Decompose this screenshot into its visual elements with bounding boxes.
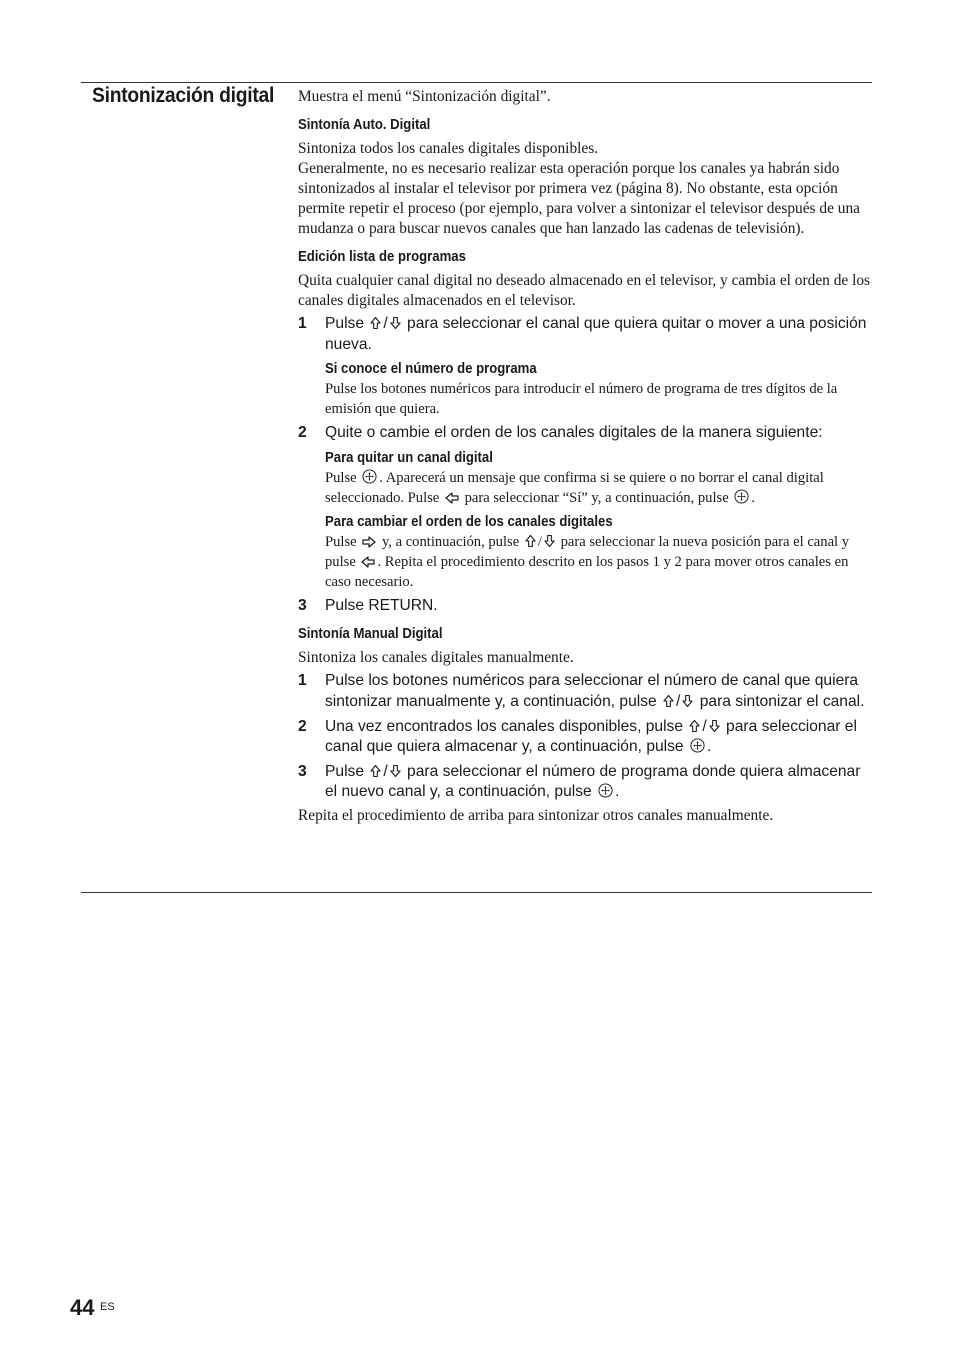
page-language: ES bbox=[100, 1301, 115, 1313]
manual-tuning-heading: Sintonía Manual Digital bbox=[298, 626, 443, 643]
arrow-down-outline-icon bbox=[390, 764, 401, 778]
manual-step-3: 3 Pulse / para seleccionar el número de programa donde quiera almacenar el nuevo canal y, a continuación, pulse . bbox=[298, 762, 861, 801]
arrow-left-outline-icon bbox=[361, 556, 375, 568]
arrow-up-outline-icon bbox=[370, 316, 381, 330]
section-intro: Muestra el menú “Sintonización digital”. bbox=[298, 88, 551, 105]
auto-tuning-line: Sintoniza todos los canales digitales disponibles. bbox=[298, 140, 599, 157]
top-rule bbox=[81, 82, 872, 83]
step-number: 1 bbox=[298, 315, 307, 332]
enter-circle-icon bbox=[362, 469, 377, 484]
manual-step-1: 1 Pulse los botones numéricos para seleccionar el número de canal que quiera sintonizar manualmente y, a continuación, pulse / para sintonizar el canal. bbox=[298, 672, 865, 710]
known-program-number-body: Pulse los botones numéricos para introducir el número de programa de tres dígitos de la emisión que quiera. bbox=[325, 381, 838, 418]
arrow-up-outline-icon bbox=[663, 694, 674, 708]
arrow-right-outline-icon bbox=[362, 536, 376, 548]
arrow-up-outline-icon bbox=[370, 764, 381, 778]
arrow-up-outline-icon bbox=[525, 534, 536, 548]
section-title: Sintonización digital bbox=[92, 84, 275, 107]
arrow-up-outline-icon bbox=[689, 719, 700, 733]
program-edit-body: Quita cualquier canal digital no deseado almacenado en el televisor, y cambia el orden de los canales digitales almacenados en el televisor. bbox=[298, 272, 871, 309]
remove-channel-body: Pulse . Aparecerá un mensaje que confirma si se quiere o no borrar el canal digital seleccionado. Pulse para seleccionar “Sí” y, a continuación, pulse . bbox=[325, 469, 824, 506]
step-number: 2 bbox=[298, 717, 307, 735]
manual-tuning-footer: Repita el procedimiento de arriba para sintonizar otros canales manualmente. bbox=[298, 806, 774, 824]
reorder-channels-body: Pulse y, a continuación, pulse / para seleccionar la nueva posición para el canal y pulse . Repita el procedimiento descrito en los pasos 1 y 2 para mover otros canales en caso necesario. bbox=[325, 533, 850, 590]
section-body bbox=[298, 87, 873, 826]
arrow-left-outline-icon bbox=[445, 492, 459, 504]
step-number: 3 bbox=[298, 596, 307, 614]
bottom-rule bbox=[81, 892, 872, 893]
manual-step-2: 2 Una vez encontrados los canales disponibles, pulse / para seleccionar el canal que quiera almacenar y, a continuación, pulse . bbox=[298, 717, 857, 756]
remove-channel-heading: Para quitar un canal digital bbox=[325, 449, 493, 466]
arrow-down-outline-icon bbox=[390, 316, 401, 330]
known-program-number-block bbox=[298, 359, 873, 419]
known-program-number-heading: Si conoce el número de programa bbox=[325, 361, 537, 378]
step-number: 1 bbox=[298, 672, 307, 690]
edit-step-1: 1 Pulse / para seleccionar el canal que quiera quitar o mover a una posición nueva. bbox=[298, 315, 867, 353]
edit-step-3: 3 Pulse RETURN. bbox=[298, 596, 873, 617]
step-number: 3 bbox=[298, 762, 307, 780]
enter-circle-icon bbox=[598, 783, 613, 798]
program-edit-heading: Edición lista de programas bbox=[298, 249, 466, 265]
enter-circle-icon bbox=[690, 738, 705, 753]
auto-tuning-heading: Sintonía Auto. Digital bbox=[298, 117, 431, 133]
auto-tuning-body: Generalmente, no es necesario realizar esta operación porque los canales ya habrán sido sintonizados al instalar el televisor por primera vez (página 8). No obstante, esta opción permite repetir el proceso (por ejemplo, para volver a sintonizar el televisor después de una mudanza o para buscar nuevos canales que han lanzado las cadenas de televisión). bbox=[298, 160, 860, 237]
arrow-down-outline-icon bbox=[682, 694, 693, 708]
reorder-channels-heading: Para cambiar el orden de los canales digitales bbox=[325, 513, 613, 530]
reorder-channels-block bbox=[298, 512, 873, 592]
enter-circle-icon bbox=[734, 489, 749, 504]
edit-step-2: 2 Quite o cambie el orden de los canales digitales de la manera siguiente: bbox=[298, 423, 873, 444]
arrow-down-outline-icon bbox=[709, 719, 720, 733]
manual-tuning-body: Sintoniza los canales digitales manualmente. bbox=[298, 649, 574, 667]
page-number: 44 bbox=[70, 1295, 95, 1320]
remove-channel-block bbox=[298, 448, 873, 508]
step-number: 2 bbox=[298, 424, 307, 442]
arrow-down-outline-icon bbox=[544, 534, 555, 548]
